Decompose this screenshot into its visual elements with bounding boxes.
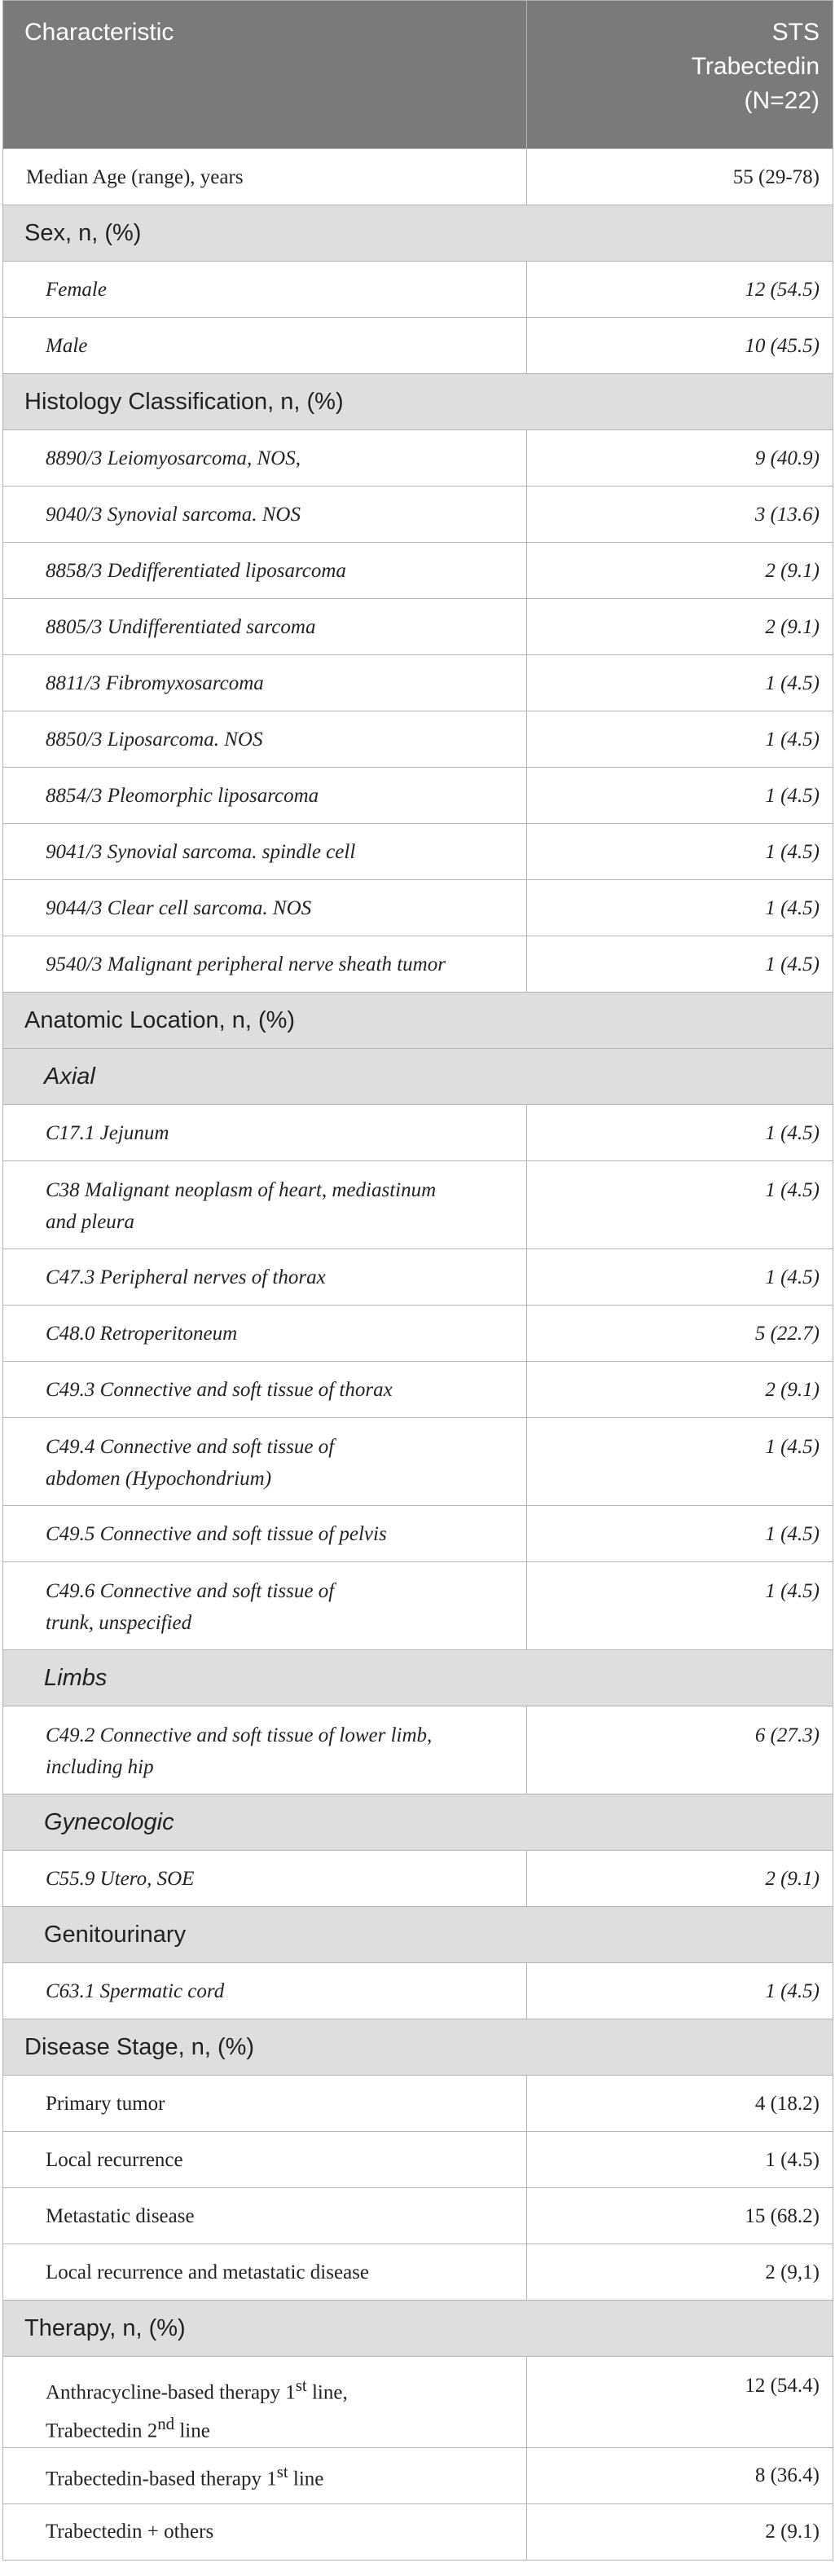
row-label <box>3 1161 527 1249</box>
row-label: 8890/3 Leiomyosarcoma, NOS, <box>3 430 527 487</box>
row-value: 1 (4.5) <box>527 1562 833 1650</box>
row-label <box>3 2447 527 2503</box>
row-label-line-2: and pleura <box>46 1211 135 1233</box>
subsection-header-limbs <box>3 1650 833 1706</box>
row-label: Median Age (range), years <box>3 149 527 205</box>
table-row <box>3 2188 833 2244</box>
table-row <box>3 1851 833 1907</box>
table-row <box>3 936 833 993</box>
table-row <box>3 1362 833 1418</box>
row-label: C55.9 Utero, SOE <box>3 1851 527 1907</box>
row-value: 55 (29-78) <box>527 149 833 205</box>
row-value: 10 (45.5) <box>527 318 833 374</box>
row-value: 1 (4.5) <box>527 880 833 936</box>
row-value: 2 (9.1) <box>527 1362 833 1418</box>
row-label: 8850/3 Liposarcoma. NOS <box>3 711 527 768</box>
header-line-3: (N=22) <box>744 87 820 114</box>
row-value: 12 (54.4) <box>527 2357 833 2448</box>
row-label: 9041/3 Synovial sarcoma. spindle cell <box>3 824 527 880</box>
row-value: 2 (9.1) <box>527 543 833 599</box>
row-label: 9540/3 Malignant peripheral nerve sheath tumor <box>3 936 527 993</box>
row-label-line-1: C38 Malignant neoplasm of heart, mediastinum <box>46 1179 437 1201</box>
row-label: C49.5 Connective and soft tissue of pelvis <box>3 1506 527 1562</box>
table-row <box>3 1105 833 1161</box>
row-value: 1 (4.5) <box>527 2132 833 2188</box>
row-label: Female <box>3 262 527 318</box>
table-row <box>3 711 833 768</box>
row-value: 1 (4.5) <box>527 1161 833 1249</box>
row-label: 9040/3 Synovial sarcoma. NOS <box>3 487 527 543</box>
ordinal-suffix: st <box>276 2461 288 2481</box>
subsection-header-axial <box>3 1049 833 1105</box>
ordinal-suffix: nd <box>157 2414 175 2434</box>
table-row <box>3 1249 833 1306</box>
row-label: C49.3 Connective and soft tissue of thorax <box>3 1362 527 1418</box>
header-sts-trabectedin <box>527 1 833 149</box>
table-row <box>3 2357 833 2448</box>
row-label-line-1: C49.4 Connective and soft tissue of <box>46 1436 335 1458</box>
subsection-header-genitourinary <box>3 1907 833 1963</box>
row-label: Local recurrence <box>3 2132 527 2188</box>
header-line-1: STS <box>771 19 820 46</box>
row-label: Local recurrence and metastatic disease <box>3 2244 527 2301</box>
table-row <box>3 149 833 205</box>
table-row <box>3 1418 833 1506</box>
row-label: 8858/3 Dedifferentiated liposarcoma <box>3 543 527 599</box>
row-label: C47.3 Peripheral nerves of thorax <box>3 1249 527 1306</box>
row-value: 12 (54.5) <box>527 262 833 318</box>
section-title: Therapy, n, (%) <box>3 2301 833 2357</box>
table-row <box>3 2447 833 2503</box>
table-row <box>3 599 833 655</box>
section-header-anatomic-location <box>3 993 833 1049</box>
label-text: line, <box>306 2381 348 2404</box>
section-title: Disease Stage, n, (%) <box>3 2019 833 2076</box>
row-label: Trabectedin + others <box>3 2503 527 2560</box>
table-row <box>3 2132 833 2188</box>
section-header-sex <box>3 205 833 262</box>
section-title: Histology Classification, n, (%) <box>3 374 833 430</box>
label-text: line <box>174 2420 210 2442</box>
row-value: 1 (4.5) <box>527 1105 833 1161</box>
row-label-line-2: trunk, unspecified <box>46 1612 192 1634</box>
label-text: line <box>288 2468 324 2490</box>
row-label: 8854/3 Pleomorphic liposarcoma <box>3 768 527 824</box>
row-label <box>3 2357 527 2448</box>
row-value: 5 (22.7) <box>527 1306 833 1362</box>
section-header-disease-stage <box>3 2019 833 2076</box>
label-text: Anthracycline-based therapy 1 <box>46 2381 296 2404</box>
subsection-title: Limbs <box>3 1650 833 1706</box>
table-row <box>3 1963 833 2019</box>
row-value: 1 (4.5) <box>527 768 833 824</box>
subsection-header-gynecologic <box>3 1794 833 1851</box>
section-title: Anatomic Location, n, (%) <box>3 993 833 1049</box>
section-header-therapy <box>3 2301 833 2357</box>
table-row <box>3 262 833 318</box>
row-value: 1 (4.5) <box>527 1418 833 1506</box>
table-row <box>3 430 833 487</box>
row-label-line-1: C49.6 Connective and soft tissue of <box>46 1580 335 1602</box>
row-value: 1 (4.5) <box>527 1249 833 1306</box>
row-label-line-1: C49.2 Connective and soft tissue of lower limb, <box>46 1724 433 1746</box>
row-label <box>3 1562 527 1650</box>
row-label-line-2: including hip <box>46 1756 154 1778</box>
table-row <box>3 880 833 936</box>
table-row <box>3 2503 833 2560</box>
row-value: 2 (9.1) <box>527 599 833 655</box>
row-label-line-2: abdomen (Hypochondrium) <box>46 1468 272 1490</box>
subsection-title: Gynecologic <box>3 1794 833 1851</box>
row-label <box>3 1418 527 1506</box>
row-value: 2 (9.1) <box>527 1851 833 1907</box>
table-header-row <box>3 1 833 149</box>
table-row <box>3 2076 833 2132</box>
row-label: C63.1 Spermatic cord <box>3 1963 527 2019</box>
table-row <box>3 1562 833 1650</box>
table-row <box>3 655 833 711</box>
table-row <box>3 1161 833 1249</box>
row-label: Male <box>3 318 527 374</box>
row-value: 1 (4.5) <box>527 824 833 880</box>
section-title: Sex, n, (%) <box>3 205 833 262</box>
row-label: 8811/3 Fibromyxosarcoma <box>3 655 527 711</box>
table-row <box>3 1706 833 1794</box>
row-value: 6 (27.3) <box>527 1706 833 1794</box>
row-value: 1 (4.5) <box>527 655 833 711</box>
row-value: 2 (9.1) <box>527 2503 833 2560</box>
table-row <box>3 2244 833 2301</box>
row-value: 4 (18.2) <box>527 2076 833 2132</box>
row-label: 8805/3 Undifferentiated sarcoma <box>3 599 527 655</box>
table-row <box>3 543 833 599</box>
label-text: Trabectedin 2 <box>46 2420 158 2442</box>
table-row <box>3 824 833 880</box>
table-row <box>3 1306 833 1362</box>
characteristics-table <box>2 0 833 2561</box>
ordinal-suffix: st <box>295 2376 307 2395</box>
row-label <box>3 1706 527 1794</box>
row-label: 9044/3 Clear cell sarcoma. NOS <box>3 880 527 936</box>
row-label: Metastatic disease <box>3 2188 527 2244</box>
table-row <box>3 768 833 824</box>
row-value: 1 (4.5) <box>527 936 833 993</box>
header-characteristic: Characteristic <box>3 1 527 149</box>
row-value: 2 (9,1) <box>527 2244 833 2301</box>
row-value: 1 (4.5) <box>527 1506 833 1562</box>
header-line-2: Trabectedin <box>691 53 820 80</box>
row-value: 15 (68.2) <box>527 2188 833 2244</box>
row-label: C17.1 Jejunum <box>3 1105 527 1161</box>
row-value: 8 (36.4) <box>527 2447 833 2503</box>
row-value: 3 (13.6) <box>527 487 833 543</box>
table-row <box>3 318 833 374</box>
table-row <box>3 487 833 543</box>
subsection-title: Genitourinary <box>3 1907 833 1963</box>
row-value: 9 (40.9) <box>527 430 833 487</box>
row-label: Primary tumor <box>3 2076 527 2132</box>
table-row <box>3 1506 833 1562</box>
label-text: Trabectedin-based therapy 1 <box>46 2468 277 2490</box>
subsection-title: Axial <box>3 1049 833 1105</box>
section-header-histology <box>3 374 833 430</box>
row-value: 1 (4.5) <box>527 711 833 768</box>
row-label: C48.0 Retroperitoneum <box>3 1306 527 1362</box>
row-value: 1 (4.5) <box>527 1963 833 2019</box>
